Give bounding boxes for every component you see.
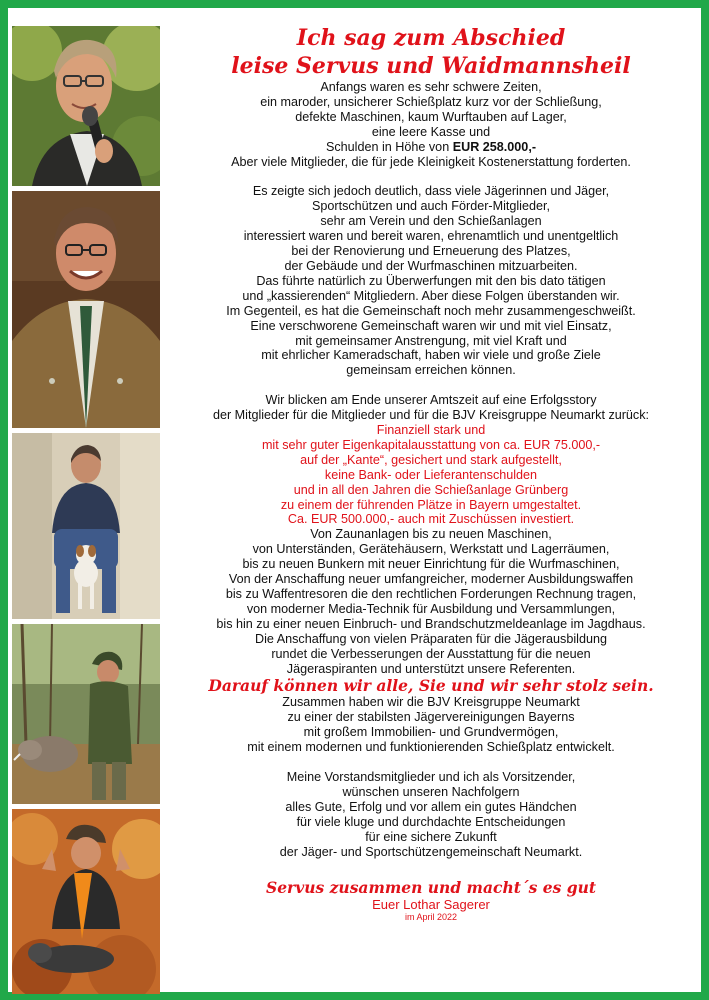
- text-line: Jägeraspiranten und unterstützt unsere Referenten.: [286, 661, 576, 676]
- text-line: rundet die Verbesserungen der Ausstattung für die neuen: [271, 646, 591, 661]
- text-line: interessiert waren und bereit waren, ehrenamtlich und unentgeltlich: [243, 229, 619, 244]
- title-line-1: Ich sag zum Abschied: [296, 25, 566, 51]
- debt-amount: EUR 258.000,-: [452, 139, 537, 154]
- slogan-farewell: Servus zusammen und macht´s es gut: [266, 877, 596, 897]
- text-line: wünschen unseren Nachfolgern: [342, 784, 520, 799]
- text-line: bis zu Waffentresoren die den rechtlichen Forderungen Rechnung tragen,: [225, 587, 637, 601]
- text-line: Meine Vorstandsmitglieder und ich als Vorsitzender,: [286, 770, 576, 785]
- text-line: mit einem modernen und funktionierenden Schießplatz entwickelt.: [247, 740, 615, 755]
- page-sheet: [8, 8, 701, 992]
- text-line: Eine verschworene Gemeinschaft waren wir und mit viel Einsatz,: [250, 318, 612, 333]
- text-line: für eine sichere Zukunft: [365, 829, 497, 844]
- text-line: Von der Anschaffung neuer umfangreicher, moderner Ausbildungswaffen: [228, 572, 634, 587]
- date: im April 2022: [404, 911, 458, 922]
- text-line: der Mitglieder für die Mitglieder und für die BJV Kreisgruppe Neumarkt zurück:: [212, 408, 650, 423]
- photo-hunter-with-boar: [12, 624, 160, 804]
- highlight-line: zu einem der führenden Plätze in Bayern umgestaltet.: [280, 497, 582, 512]
- text-line: Von Zaunanlagen bis zu neuen Maschinen,: [310, 527, 552, 542]
- photo-man-traditional-jacket: [12, 191, 160, 428]
- text-line: der Jäger- und Sportschützengemeinschaft Neumarkt.: [279, 844, 583, 859]
- text-line: der Gebäude und der Wurfmaschinen mitzuarbeiten.: [284, 258, 578, 273]
- text-line: Es zeigte sich jedoch deutlich, dass viele Jägerinnen und Jäger,: [252, 184, 610, 199]
- photo-man-with-dog: [12, 433, 160, 619]
- text-line: Im Gegenteil, es hat die Gemeinschaft noch mehr zusammengeschweißt.: [226, 303, 636, 318]
- photo-man-autumn-forest: [12, 809, 160, 994]
- text-line: alles Gute, Erfolg und vor allem ein gutes Händchen: [285, 799, 577, 814]
- text-line: bis zu neuen Bunkern mit neuer Einrichtung für die Wurfmaschinen,: [242, 557, 620, 572]
- text-line: defekte Maschinen, kaum Wurftauben auf Lager,: [295, 109, 567, 124]
- signature: Euer Lothar Sagerer: [372, 896, 490, 912]
- text-line: von moderner Media-Technik für Ausbildung und Versammlungen,: [246, 601, 616, 616]
- photo-speaker-microphone: [12, 26, 160, 186]
- text-line: von Unterständen, Gerätehäusern, Werkstatt und Lagerräumen,: [252, 542, 610, 557]
- highlight-line: auf der „Kante“, gesichert und stark aufgestellt,: [300, 452, 562, 467]
- text-line: sehr am Verein und den Schießanlagen: [320, 214, 542, 229]
- slogan-proud: Darauf können wir alle, Sie und wir sehr stolz sein.: [208, 676, 654, 696]
- text-line: eine leere Kasse und: [371, 124, 491, 139]
- text-line: ein maroder, unsicherer Schießplatz kurz vor der Schließung,: [260, 94, 602, 109]
- text-line: mit großem Immobilien- und Grundvermögen,: [303, 725, 559, 740]
- text-line: mit gemeinsamer Anstrengung, mit viel Kraft und: [295, 333, 567, 348]
- text-line: Die Anschaffung von vielen Präparaten für die Jägerausbildung: [255, 631, 607, 646]
- text-line: Das führte natürlich zu Überwerfungen mit den bis dato tätigen: [256, 273, 606, 288]
- highlight-line: mit sehr guter Eigenkapitalausstattung von ca. EUR 75.000,-: [261, 437, 601, 452]
- highlight-line: Ca. EUR 500.000,- auch mit Zuschüssen investiert.: [287, 512, 575, 527]
- highlight-line: und in all den Jahren die Schießanlage Grünberg: [293, 482, 569, 497]
- debt-label: Schulden in Höhe von: [325, 139, 453, 154]
- letter-text: [166, 24, 696, 923]
- text-line: gemeinsam erreichen können.: [346, 363, 516, 378]
- debt-line: [166, 140, 696, 155]
- text-line: Sportschützen und auch Förder-Mitglieder,: [311, 199, 550, 214]
- text-line: und „kassierenden“ Mitgliedern. Aber diese Folgen überstanden wir.: [242, 288, 620, 303]
- text-line: bei der Renovierung und Erneuerung des Platzes,: [291, 244, 571, 259]
- text-line: Aber viele Mitglieder, die für jede Kleinigkeit Kostenerstattung forderten.: [231, 154, 631, 169]
- text-line: für viele kluge und durchdachte Entscheidungen: [296, 814, 566, 829]
- text-line: zu einer der stabilsten Jägervereinigungen Bayerns: [287, 710, 575, 725]
- text-line: bis hin zu einer neuen Einbruch- und Brandschutzmeldeanlage im Jagdhaus.: [216, 616, 646, 631]
- text-line: Zusammen haben wir die BJV Kreisgruppe Neumarkt: [282, 695, 580, 710]
- text-line: Wir blicken am Ende unserer Amtszeit auf eine Erfolgsstory: [265, 393, 597, 408]
- highlight-line: keine Bank- oder Lieferantenschulden: [324, 467, 538, 482]
- text-line: mit ehrlicher Kameradschaft, haben wir viele und große Ziele: [261, 348, 601, 363]
- highlight-line: Finanziell stark und: [376, 423, 486, 438]
- text-line: Anfangs waren es sehr schwere Zeiten,: [320, 80, 542, 94]
- title-line-2: leise Servus und Waidmannsheil: [231, 53, 631, 79]
